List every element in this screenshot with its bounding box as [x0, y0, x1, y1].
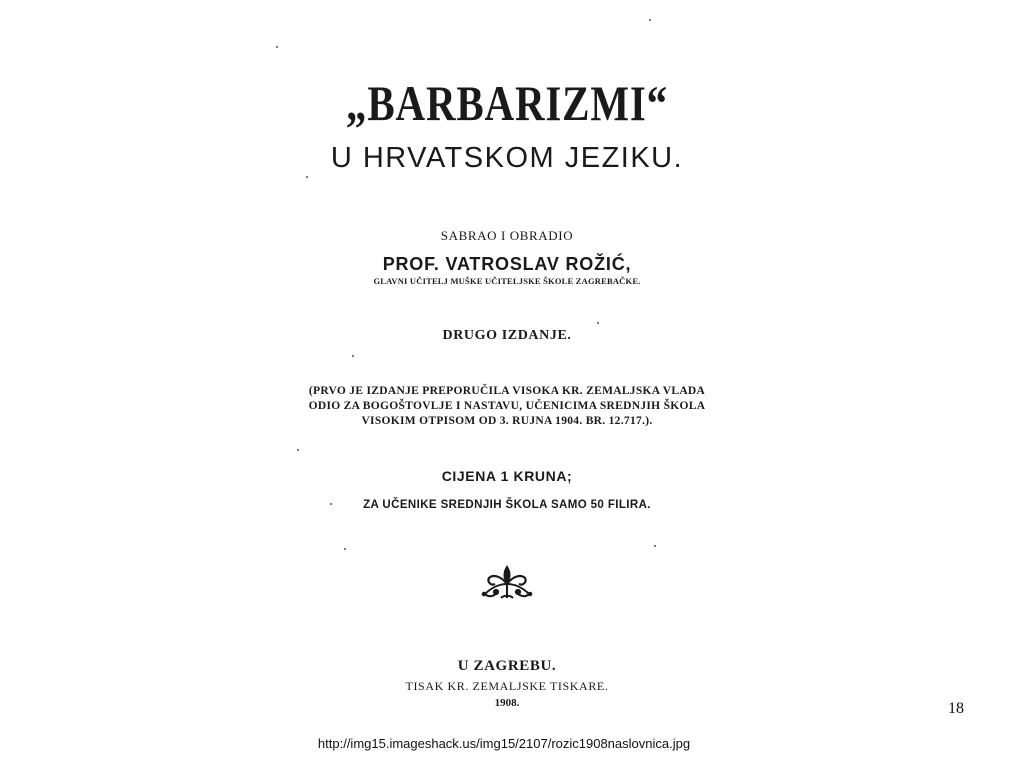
price-label: CIJENA 1 KRUNA; [441, 468, 573, 484]
edition-label: DRUGO IZDANJE. [442, 328, 572, 343]
scan-speck [276, 46, 278, 48]
author-role: GLAVNI UČITELJ MUŠKE UČITELJSKE ŠKOLE ZAGREBAČKE. [373, 276, 641, 286]
edition-note [272, 384, 742, 429]
source-url: http://img15.imageshack.us/img15/2107/rozic1908naslovnica.jpg [317, 736, 691, 751]
scan-speck [352, 355, 354, 357]
book-title: „BARBARIZMI“ [346, 75, 668, 131]
slide-number: 18 [948, 700, 964, 717]
floral-ornament-icon [479, 562, 535, 602]
scan-speck [306, 176, 308, 178]
edition-note-line: ODIO ZA BOGOŠTOVLJE I NASTAVU, UČENICIMA SREDNJIH ŠKOLA [308, 400, 706, 412]
printer-name: TISAK KR. ZEMALJSKE TISKARE. [405, 679, 609, 693]
scan-speck [344, 548, 346, 550]
author-name: PROF. VATROSLAV ROŽIĆ, [382, 254, 632, 274]
scan-speck [597, 322, 599, 324]
scanned-title-page [272, 38, 742, 718]
publication-place: U ZAGREBU. [457, 658, 557, 674]
scan-speck [330, 503, 332, 505]
scan-speck [654, 545, 656, 547]
publication-year: 1908. [494, 697, 520, 709]
edition-note-line: VISOKIM OTPISOM OD 3. RUJNA 1904. BR. 12.717.). [361, 415, 653, 427]
student-discount-label: ZA UČENIKE SREDNJIH ŠKOLA SAMO 50 FILIRA. [363, 499, 651, 511]
scan-speck [649, 19, 651, 21]
edition-note-line: (PRVO JE IZDANJE PREPORUČILA VISOKA KR. ZEMALJSKA VLADA [308, 385, 706, 397]
book-subtitle: U HRVATSKOM JEZIKU. [330, 142, 684, 174]
compiled-by-label: SABRAO I OBRADIO [440, 228, 574, 243]
scan-speck [297, 449, 299, 451]
